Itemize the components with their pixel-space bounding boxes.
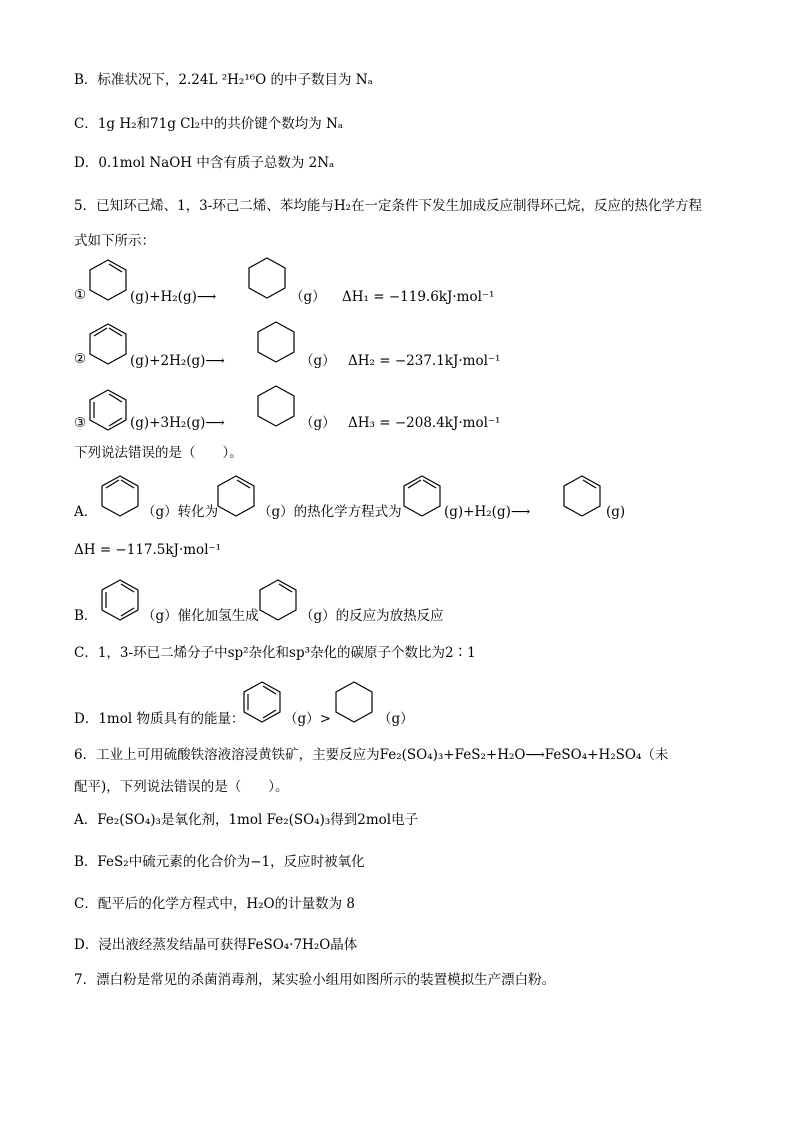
- reaction-3-marker: ③: [74, 415, 87, 431]
- q5-option-d-text2: （g）>: [284, 711, 331, 727]
- reaction-1-lhs: (g)+H₂(g)⟶: [130, 289, 217, 305]
- reaction-3-lhs: (g)+3H₂(g)⟶: [130, 415, 225, 431]
- cyclohexene-icon: [258, 578, 298, 622]
- reaction-2-marker: ②: [74, 351, 87, 367]
- q6-option-a: A．Fe₂(SO₄)₃是氧化剂，1mol Fe₂(SO₄)₃得到2mol电子: [74, 812, 419, 828]
- q5-option-c: C．1，3-环已二烯分子中sp²杂化和sp³杂化的碳原子个数比为2∶1: [74, 645, 476, 661]
- q4-option-b: B．标准状况下，2.24L ²H₂¹⁶O 的中子数目为 Nₐ: [74, 72, 373, 88]
- q6-option-d: D．浸出液经蒸发结晶可获得FeSO₄·7H₂O晶体: [74, 937, 358, 953]
- q6-option-c: C．配平后的化学方程式中，H₂O的计量数为 8: [74, 896, 355, 912]
- reaction-3-state: （g）: [300, 415, 336, 431]
- q6-stem-line2: 配平)，下列说法错误的是（ ）。: [74, 779, 289, 795]
- q5-stem-line2: 式如下所示：: [74, 233, 155, 249]
- reaction-1-enthalpy: ΔH₁ = −119.6kJ·mol⁻¹: [342, 289, 495, 305]
- q5-option-a-text2: （g）的热化学方程式为: [258, 504, 402, 520]
- cyclohexene-icon: [216, 474, 256, 518]
- cyclohexene-icon: [88, 258, 128, 302]
- q7-stem: 7．漂白粉是常见的杀菌消毒剂，某实验小组用如图所示的装置模拟生产漂白粉。: [74, 972, 556, 988]
- q5-option-b-label: B．: [74, 608, 98, 624]
- reaction-3-enthalpy: ΔH₃ = −208.4kJ·mol⁻¹: [348, 415, 501, 431]
- cyclohexane-icon: [256, 384, 296, 428]
- reaction-1-state: （g）: [290, 289, 326, 305]
- q5-option-a-text1: （g）转化为: [142, 504, 219, 520]
- cyclohexane-icon: [256, 320, 296, 364]
- benzene-icon: [88, 388, 128, 432]
- q5-option-d-text3: （g）: [378, 711, 414, 727]
- benzene-icon: [242, 680, 282, 724]
- cyclohexadiene-icon: [100, 474, 140, 518]
- q6-stem-line1: 6．工业上可用硫酸铁溶液溶浸黄铁矿，主要反应为Fe₂(SO₄)₃+FeS₂+H₂O⟶FeSO₄+H₂SO₄（未: [74, 747, 669, 763]
- reaction-1-marker: ①: [74, 287, 87, 303]
- q4-option-c: C．1g H₂和71g Cl₂中的共价键个数均为 Nₐ: [74, 116, 344, 132]
- q5-stem-line1: 5．已知环己烯、1，3-环己二烯、苯均能与H₂在一定条件下发生加成反应制得环己烷，反应的热化学方程: [74, 198, 703, 214]
- q5-option-a-eq: (g)+H₂(g)⟶: [444, 504, 531, 520]
- q4-option-d: D．0.1mol NaOH 中含有质子总数为 2Nₐ: [74, 155, 335, 171]
- reaction-2-enthalpy: ΔH₂ = −237.1kJ·mol⁻¹: [348, 353, 501, 369]
- cyclohexane-icon: [247, 256, 287, 300]
- benzene-icon: [100, 578, 140, 622]
- q5-option-b-text1: （g）催化加氢生成: [142, 608, 259, 624]
- cyclohexane-icon: [334, 680, 374, 724]
- q5-option-d-text1: D．1mol 物质具有的能量：: [74, 711, 245, 727]
- reaction-2-state: （g）: [300, 353, 336, 369]
- reaction-2-lhs: (g)+2H₂(g)⟶: [130, 353, 225, 369]
- cyclohexadiene-icon: [88, 322, 128, 366]
- q6-option-b: B．FeS₂中硫元素的化合价为−1，反应时被氧化: [74, 854, 365, 870]
- q5-option-b-text2: （g）的反应为放热反应: [300, 608, 444, 624]
- q5-option-a-enthalpy: ΔH = −117.5kJ·mol⁻¹: [74, 542, 222, 558]
- q5-option-a-state: (g): [606, 504, 626, 520]
- cyclohexadiene-icon: [402, 474, 442, 518]
- cyclohexene-icon: [562, 474, 602, 518]
- q5-question: 下列说法错误的是（ ）。: [74, 445, 243, 461]
- q5-option-a-label: A．: [74, 504, 98, 520]
